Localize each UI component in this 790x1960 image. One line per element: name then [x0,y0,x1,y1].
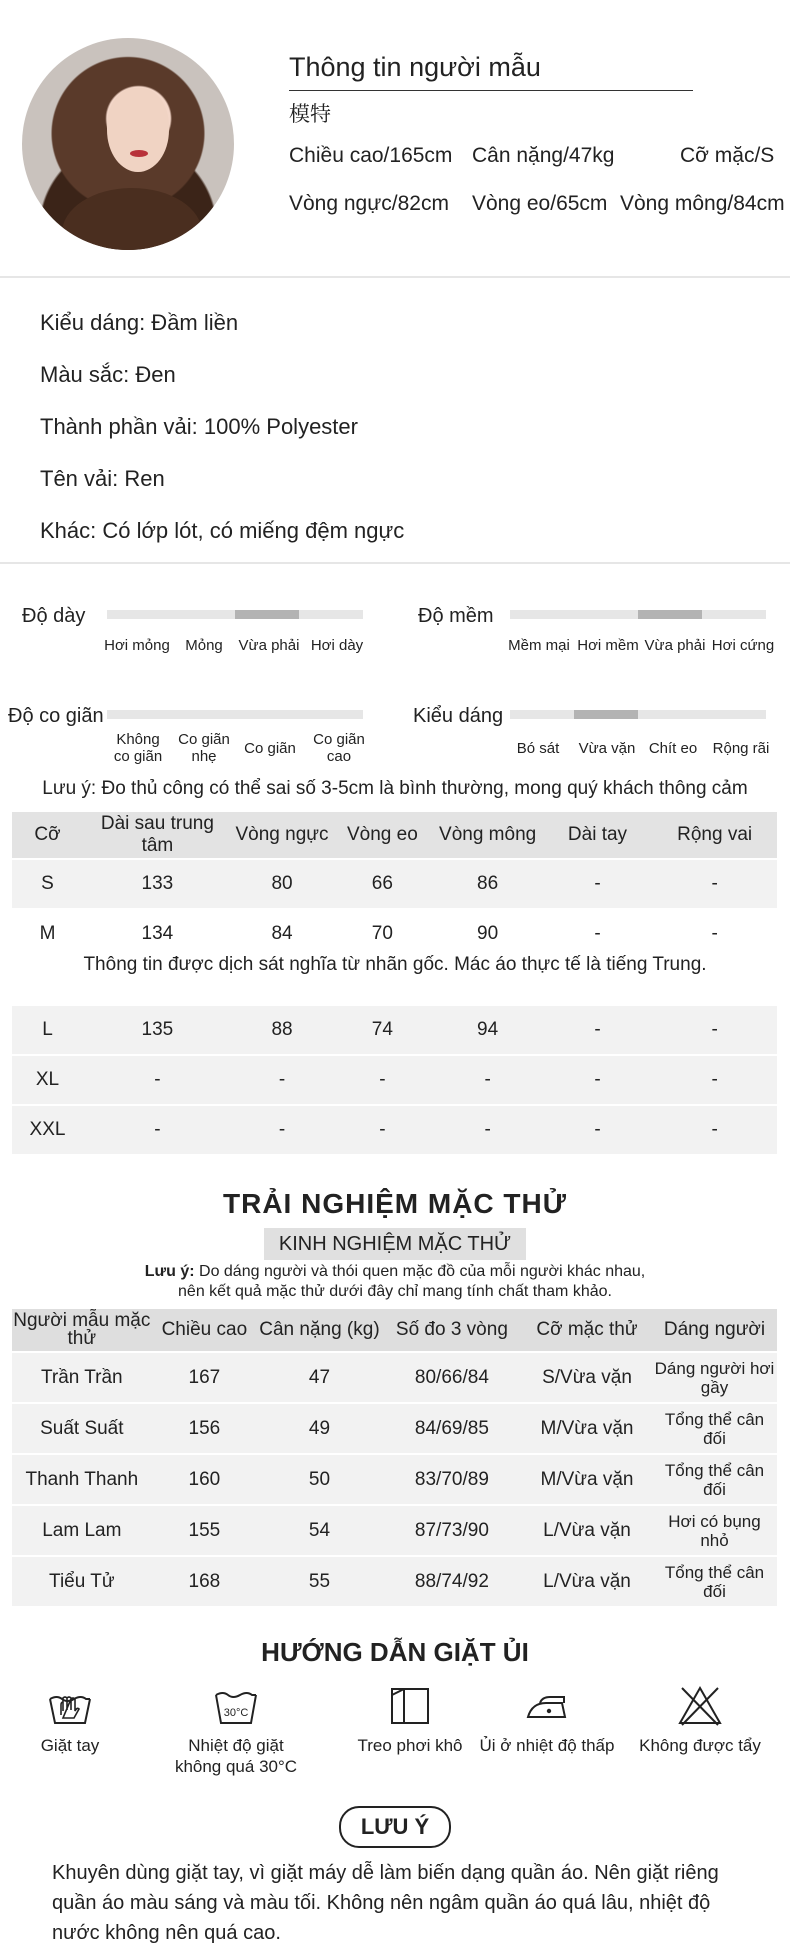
tryon-col-header: Cân nặng (kg) [257,1309,382,1351]
size-cell: 74 [332,1006,432,1054]
thickness-tick: Vừa phải [238,637,300,654]
table-row [12,1404,777,1453]
stretch-tick: Co giãn cao [313,731,365,765]
model-photo [22,38,234,250]
wash-title: HƯỚNG DẪN GIẶT ỦI [261,1637,529,1667]
size-cell: - [543,860,653,908]
measurement-note: Lưu ý: Đo thủ công có thể sai số 3-5cm là bình thường, mong quý khách thông cảm [42,778,748,799]
size-col-header: Dài tay [543,812,653,858]
model-weight: Cân nặng/47kg [472,144,615,167]
tryon-cell: M/Vừa vặn [522,1404,652,1453]
tryon-cell: 168 [152,1557,257,1606]
tryon-cell: Tiểu Tử [12,1557,152,1606]
tryon-cell: M/Vừa vặn [522,1455,652,1504]
size-cell: - [652,1006,777,1054]
thickness-title: Độ dày [22,605,86,627]
size-table [12,810,777,1156]
tryon-col-header: Cỡ mặc thử [522,1309,652,1351]
size-col-header: Vòng mông [433,812,543,858]
size-cell: 84 [271,923,293,944]
tryon-cell: 167 [152,1353,257,1402]
tryon-note [0,1262,790,1302]
wash-label: Nhiệt độ giặt không quá 30°C [174,1736,298,1776]
tryon-cell: 55 [257,1557,382,1606]
tryon-table-header [12,1309,777,1351]
tryon-table [12,1307,777,1608]
table-row [12,1056,777,1104]
thickness-bar [107,610,363,619]
softness-bar [510,610,766,619]
thickness-tick: Hơi dày [310,637,364,654]
stretch-tick: Co giãn nhẹ [178,731,230,765]
size-col-header: Dài sau trung tâm [83,812,232,858]
size-cell: M [39,923,56,944]
tryon-cell: 84/69/85 [382,1404,522,1453]
attr-fabric: Tên vải: Ren [40,466,165,491]
section-divider [0,276,790,278]
model-waist: Vòng eo/65cm [472,192,608,215]
tryon-cell: 160 [152,1455,257,1504]
softness-tick: Vừa phải [644,637,706,654]
tryon-cell: 156 [152,1404,257,1453]
size-cell: 66 [332,860,432,908]
size-col-header: Vòng ngực [232,812,332,858]
attr-other: Khác: Có lớp lót, có miếng đệm ngực [40,518,405,543]
size-cell: - [332,1106,432,1154]
thickness-tick: Mỏng [185,637,223,654]
size-cell: 135 [83,1006,232,1054]
size-cell: - [83,1056,232,1104]
table-row [12,1557,777,1606]
tryon-cell: Hơi có bụng nhỏ [652,1506,777,1555]
attr-material: Thành phần vải: 100% Polyester [40,414,358,439]
title-underline [289,90,693,91]
size-cell: - [652,1056,777,1104]
model-info-subtitle: 模特 [289,103,331,126]
tryon-col-header: Dáng người [652,1309,777,1351]
fit-title: Kiểu dáng [413,705,504,727]
size-cell: - [332,1056,432,1104]
size-cell: - [83,1106,232,1154]
size-cell: 88 [232,1006,332,1054]
size-cell: 94 [433,1006,543,1054]
model-bust: Vòng ngực/82cm [289,192,449,215]
size-cell: - [433,1106,543,1154]
size-cell: - [652,1106,777,1154]
wash-label: Ủi ở nhiệt độ thấp [479,1736,615,1755]
tryon-cell: 47 [257,1353,382,1402]
tryon-cell: 155 [152,1506,257,1555]
model-height: Chiều cao/165cm [289,144,453,167]
stretch-tick: Co giãn [244,740,296,757]
size-cell: - [232,1106,332,1154]
tryon-col-header: Số đo 3 vòng [382,1309,522,1351]
size-cell: S [12,860,83,908]
wash-label: Giặt tay [40,1736,100,1755]
size-col-header: Vòng eo [332,812,432,858]
tryon-title: TRẢI NGHIỆM MẶC THỬ [223,1188,567,1219]
tryon-cell: Trần Trần [12,1353,152,1402]
attr-style: Kiểu dáng: Đầm liền [40,310,239,335]
softness-tick: Hơi mềm [577,637,639,654]
size-col-header: Cỡ [12,812,83,858]
size-cell: XXL [12,1106,83,1154]
fit-tick: Bó sát [516,740,560,757]
tryon-note-line2: nên kết quả mặc thử dưới đây chỉ mang tính chất tham khảo. [178,1283,612,1300]
fit-tick: Rộng rãi [712,740,770,757]
tryon-cell: 83/70/89 [382,1455,522,1504]
model-info-title: Thông tin người mẫu [289,52,541,82]
table-row [12,1106,777,1154]
size-cell: XL [12,1056,83,1104]
attr-color: Màu sắc: Đen [40,362,176,387]
tryon-col-header: Chiều cao [152,1309,257,1351]
no-bleach-icon [677,1685,723,1727]
size-cell: - [232,1056,332,1104]
tryon-cell: L/Vừa vặn [522,1557,652,1606]
softness-tick: Mềm mại [508,637,570,654]
tryon-cell: 87/73/90 [382,1506,522,1555]
size-table-header [12,812,777,858]
size-cell: 90 [477,923,499,944]
size-col-header: Rộng vai [652,812,777,858]
model-size: Cỡ mặc/S [680,144,775,167]
table-row [12,1006,777,1054]
tryon-cell: 88/74/92 [382,1557,522,1606]
tryon-subtitle: KINH NGHIỆM MẶC THỬ [264,1228,526,1260]
size-cell: 134 [141,923,174,944]
dry-in-shade-icon [387,1685,433,1727]
wash-30c-icon [213,1685,259,1727]
size-cell: - [594,923,601,944]
tryon-cell: S/Vừa vặn [522,1353,652,1402]
size-cell: - [543,1006,653,1054]
table-row [12,1455,777,1504]
tryon-cell: Tổng thể cân đối [652,1455,777,1504]
tryon-cell: 80/66/84 [382,1353,522,1402]
size-cell: L [12,1006,83,1054]
size-cell: 80 [232,860,332,908]
stretch-tick: Không co giãn [113,731,163,765]
tryon-cell: Lam Lam [12,1506,152,1555]
size-cell: - [652,860,777,908]
size-cell: 133 [83,860,232,908]
size-cell: - [433,1056,543,1104]
tryon-cell: 54 [257,1506,382,1555]
tryon-note-label: Lưu ý: [144,1263,195,1280]
size-cell: - [711,923,718,944]
tryon-cell: 50 [257,1455,382,1504]
size-cell: - [543,1106,653,1154]
tryon-cell: Tổng thể cân đối [652,1404,777,1453]
model-hip: Vòng mông/84cm [620,192,785,215]
tryon-cell: Thanh Thanh [12,1455,152,1504]
wash-label: Không được tẩy [639,1736,761,1755]
stretch-title: Độ co giãn [8,705,104,727]
tryon-cell: Suất Suất [12,1404,152,1453]
tryon-cell: 49 [257,1404,382,1453]
table-row [12,860,777,908]
stretch-bar [107,710,363,719]
table-row [12,1353,777,1402]
tryon-cell: Tổng thể cân đối [652,1557,777,1606]
wash-temp-text: 30°C [223,1707,249,1719]
wash-label: Treo phơi khô [357,1736,463,1755]
section-divider [0,562,790,564]
size-cell: 86 [433,860,543,908]
fit-tick: Vừa vặn [578,740,636,757]
tryon-cell: L/Vừa vặn [522,1506,652,1555]
notice-text: Khuyên dùng giặt tay, vì giặt máy dễ làm biến dạng quần áo. Nên giặt riêng quần áo màu sáng và màu tối. Không nên ngâm quần áo quá lâu, nhiệt độ nước không nên quá cao. [52,1862,719,1944]
hand-wash-icon [47,1685,93,1727]
tryon-note-line1: Do dáng người và thói quen mặc đồ của mỗi người khác nhau, [194,1263,646,1280]
thickness-tick: Hơi mỏng [104,637,170,654]
notice-badge: LƯU Ý [339,1806,451,1848]
tryon-col-header: Người mẫu mặc thử [13,1310,151,1349]
table-row [12,1506,777,1555]
softness-title: Độ mềm [418,605,494,627]
tryon-cell: Dáng người hơi gầy [652,1353,777,1402]
softness-tick: Hơi cứng [711,637,775,654]
fit-bar [510,710,766,719]
translation-note: Thông tin được dịch sát nghĩa từ nhãn gốc. Mác áo thực tế là tiếng Trung. [0,948,790,982]
iron-low-icon [524,1685,570,1727]
fit-tick: Chít eo [648,740,698,757]
size-cell: - [543,1056,653,1104]
size-cell: 70 [371,923,393,944]
